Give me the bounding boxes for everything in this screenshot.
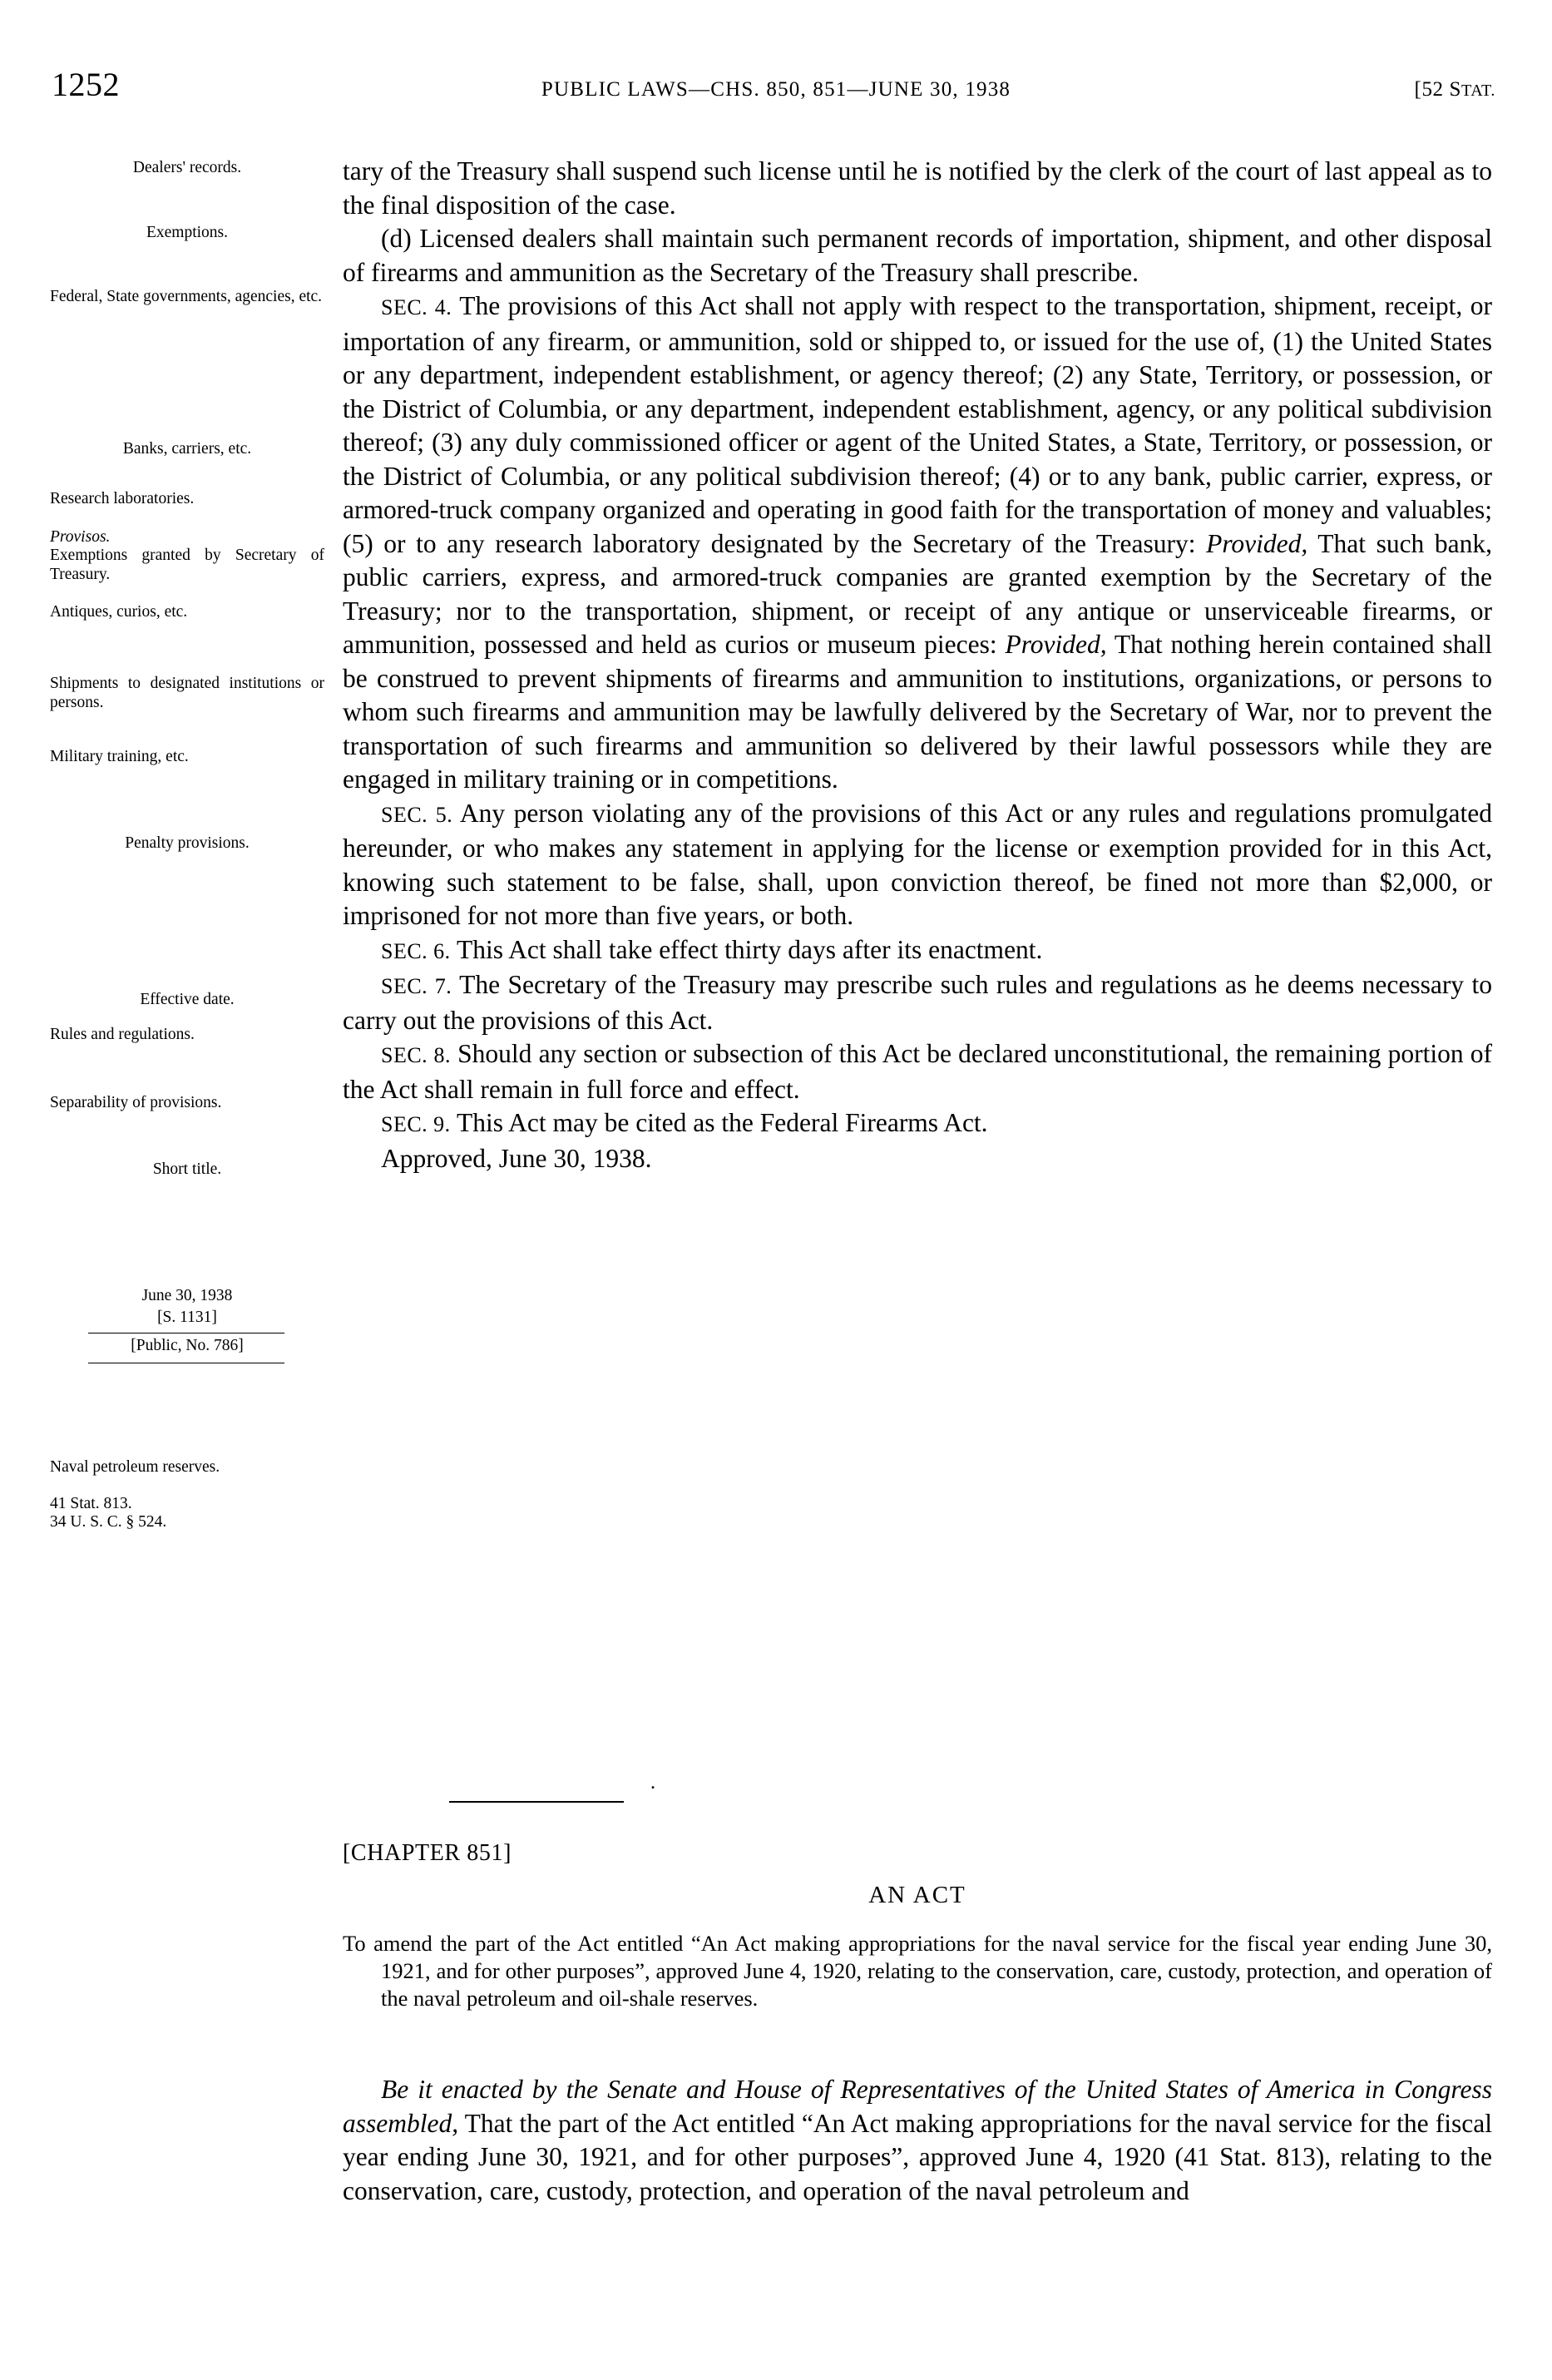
main-text-column bbox=[343, 155, 1492, 1175]
margin-note-provisos: Provisos. bbox=[50, 528, 111, 546]
paragraph-approved: Approved, June 30, 1938. bbox=[381, 1143, 652, 1173]
section-4-label: SEC. 4. bbox=[381, 295, 452, 319]
section-9-label: SEC. 9. bbox=[381, 1112, 451, 1136]
proviso-2: Provided, bbox=[1005, 630, 1107, 659]
enacting-clause-block bbox=[343, 2073, 1492, 2208]
section-7-label: SEC. 7. bbox=[381, 974, 452, 998]
margin-note-short-title: Short title. bbox=[152, 1160, 222, 1178]
margin-note-federal-state-governments: Federal, State governments, agencies, etc. bbox=[50, 288, 323, 305]
chapter-label: [CHAPTER 851] bbox=[343, 1840, 512, 1866]
running-head-text: PUBLIC LAWS—CHS. 850, 851—JUNE 30, 1938 bbox=[541, 78, 1011, 101]
paragraph-section-4 bbox=[343, 289, 1492, 797]
act-heading: AN ACT bbox=[868, 1882, 966, 1908]
section-9-text: This Act may be cited as the Federal Firearms Act. bbox=[450, 1108, 988, 1137]
section-6-label: SEC. 6. bbox=[381, 938, 451, 963]
margin-note-naval-petroleum-reserves: Naval petroleum reserves. bbox=[50, 1458, 220, 1476]
chapter-separator-rule bbox=[449, 1801, 624, 1803]
section-5-text: Any person violating any of the provisions of this Act or any rules and regulations promulgated hereunder, or who makes any statement in applying for the license or exemption provided for in this Act, knowing such statement to be false, shall, upon conviction thereof, be fined not more than $2,000, or imprisoned for not more than five years, or both. bbox=[343, 798, 1492, 930]
section-8-label: SEC. 8. bbox=[381, 1043, 451, 1067]
margin-note-penalty-provisions: Penalty provisions. bbox=[125, 834, 250, 852]
running-head-title bbox=[0, 78, 1552, 101]
statute-ref-prefix: [52 S bbox=[1414, 78, 1462, 101]
margin-note-banks-carriers: Banks, carriers, etc. bbox=[122, 440, 252, 458]
margin-note-military-training: Military training, etc. bbox=[50, 748, 189, 765]
section-5-label: SEC. 5. bbox=[381, 802, 453, 827]
chapter-851-content bbox=[343, 1930, 1492, 2012]
margin-note-effective-date: Effective date. bbox=[140, 991, 235, 1008]
section-6-text: This Act shall take effect thirty days after its enactment. bbox=[450, 934, 1043, 964]
margin-note-research-laboratories: Research laboratories. bbox=[50, 490, 195, 507]
margin-note-shipments-institutions: Shipments to designated institutions or persons. bbox=[50, 675, 324, 711]
paragraph-section-6 bbox=[343, 933, 1492, 969]
section-4-text-part3: That nothing herein contained shall be construed to prevent shipments of firearms and ammunition to institutions, organizations, or persons to whom such firearms and ammunition may be lawfully delivered by the Secretary of War, nor to prevent the transportation of such firearms and ammunition so delivered by their lawful possessors while they are engaged in military training or in competitions. bbox=[343, 630, 1492, 794]
paragraph-section-5 bbox=[343, 797, 1492, 933]
enacting-clause-rest: That the part of the Act entitled “An Act making appropriations for the naval service for the fiscal year ending June 30, 1921, and for other purposes”, approved June 4, 1920 (41 Stat. 813), relating to the conservation, care, custody, protection, and operation of the naval petroleum and bbox=[343, 2108, 1492, 2205]
stray-mark: . bbox=[650, 1772, 655, 1794]
act-summary: To amend the part of the Act entitled “An Act making appropriations for the naval service for the fiscal year ending June 30, 1921, and for other purposes”, approved June 4, 1920, relating to the conservation, care, custody, protection, and operation of the naval petroleum and oil-shale reserves. bbox=[343, 1931, 1492, 2011]
paragraph-section-9 bbox=[343, 1106, 1492, 1142]
section-8-text: Should any section or subsection of this Act be declared unconstitutional, the remaining portion of the Act shall remain in full force and effect. bbox=[343, 1039, 1492, 1104]
section-7-text: The Secretary of the Treasury may prescribe such rules and regulations as he deems necessary to carry out the provisions of this Act. bbox=[343, 970, 1492, 1035]
margin-note-separability: Separability of provisions. bbox=[50, 1094, 222, 1111]
margin-note-bill-number: [S. 1131] bbox=[157, 1309, 217, 1326]
page-folio-number: 1252 bbox=[52, 66, 120, 103]
margin-note-antiques-curios: Antiques, curios, etc. bbox=[50, 603, 188, 621]
margin-note-stat-citation: 41 Stat. 813. bbox=[50, 1495, 132, 1512]
enacting-clause-italic: Be it enacted by the Senate and House of Representatives of the United States of America in Congress assembled, bbox=[343, 2075, 1492, 2138]
margin-note-usc-citation: 34 U. S. C. § 524. bbox=[50, 1513, 167, 1531]
section-4-text-part1: The provisions of this Act shall not apply with respect to the transportation, shipment, receipt, or importation of any firearm, or ammunition, sold or shipped to, or issued for the use of, (1) the United States or any department, independent establishment, or agency thereof; (2) any State, Territory, or possession, or the District of Columbia, or any department, independent establishment, agency, or any political subdivision thereof; (3) any duly commissioned officer or agent of the United States, a State, Territory, or possession, or the District of Columbia, or any political subdivision thereof; (4) or to any bank, public carrier, express, or armored-truck company organized and operating in good faith for the transportation of money and valuables; (5) or to any research laboratory designated by the Secretary of the Treasury: bbox=[343, 291, 1492, 558]
margin-note-exemptions-granted: Exemptions granted by Secretary of Treasury. bbox=[50, 547, 324, 583]
margin-note-approval-date: June 30, 1938 bbox=[141, 1287, 233, 1304]
statute-ref-suffix: TAT. bbox=[1461, 82, 1495, 100]
paragraph-section-8 bbox=[343, 1037, 1492, 1106]
paragraph-section-7 bbox=[343, 968, 1492, 1037]
proviso-1: Provided, bbox=[1206, 528, 1308, 558]
margin-note-exemptions: Exemptions. bbox=[146, 224, 229, 241]
margin-note-public-law-number: [Public, No. 786] bbox=[131, 1337, 244, 1354]
section-4-text-part2: That such bank, public carriers, express, and armored-truck companies are granted exemption by the Secretary of the Treasury; nor to the transportation, shipment, or receipt of any antique or unserviceable firearms, or ammunition, possessed and held as curios or museum pieces: bbox=[343, 528, 1492, 659]
paragraph-license-suspension: tary of the Treasury shall suspend such license until he is notified by the clerk of the court of last appeal as to the final disposition of the case. bbox=[343, 156, 1492, 220]
running-head-statute-ref bbox=[1415, 78, 1495, 101]
paragraph-dealers-records: (d) Licensed dealers shall maintain such permanent records of importation, shipment, and other disposal of firearms and ammunition as the Secretary of the Treasury shall prescribe. bbox=[343, 224, 1492, 287]
margin-note-dealers-records: Dealers' records. bbox=[132, 159, 242, 176]
paragraph-enacting-clause bbox=[343, 2073, 1492, 2208]
margin-note-rules-regulations: Rules and regulations. bbox=[50, 1026, 195, 1043]
